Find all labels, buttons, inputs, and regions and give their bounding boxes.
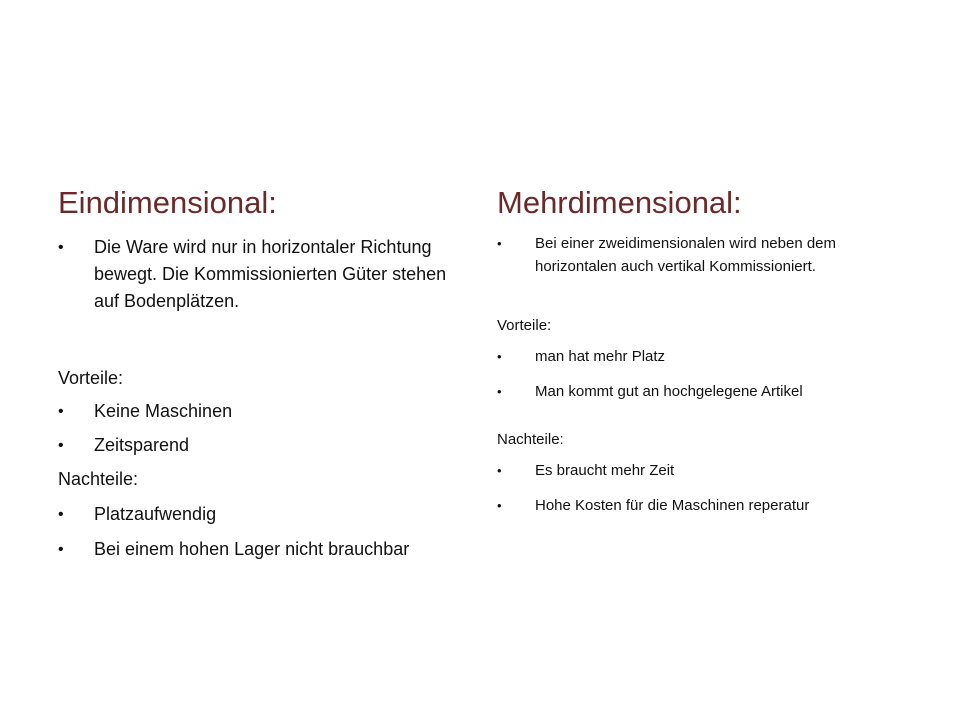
list-item [58, 432, 458, 459]
list-item [497, 459, 917, 482]
list-item [58, 398, 458, 425]
list-item-text: man hat mehr Platz [535, 348, 666, 365]
right-vorteile-list [497, 345, 917, 403]
list-item-text: Es braucht mehr Zeit [535, 462, 675, 479]
left-column [58, 186, 458, 571]
list-item [58, 234, 458, 315]
bullet-icon: • [58, 239, 64, 256]
bullet-icon: • [58, 541, 64, 558]
bullet-icon: • [58, 403, 64, 420]
left-vorteile-list [58, 398, 458, 459]
left-heading: Eindimensional: [58, 185, 277, 220]
list-item-text: Bei einer zweidimensionalen wird neben dem horizontalen auch vertikal Kommissioniert. [535, 235, 837, 275]
bullet-icon: • [497, 463, 502, 478]
right-nachteile-list [497, 459, 917, 517]
list-item-text: Bei einem hohen Lager nicht brauchbar [94, 539, 410, 559]
list-item [497, 380, 917, 403]
list-item-text: Hohe Kosten für die Maschinen reperatur [535, 497, 810, 514]
list-item [497, 232, 917, 278]
bullet-icon: • [58, 506, 64, 523]
list-item-text: Zeitsparend [94, 435, 190, 455]
list-item-text: Platzaufwendig [94, 504, 217, 524]
bullet-icon: • [497, 236, 502, 251]
list-item [497, 494, 917, 517]
left-intro-list [58, 234, 458, 315]
bullet-icon: • [497, 349, 502, 364]
list-item [58, 501, 458, 528]
bullet-icon: • [497, 498, 502, 513]
list-item [58, 536, 458, 563]
list-item [497, 345, 917, 368]
bullet-icon: • [497, 384, 502, 399]
list-item-text: Die Ware wird nur in horizontaler Richtung bewegt. Die Kommissionierten Güter stehen auf Bodenplätzen. [94, 237, 447, 311]
right-heading: Mehrdimensional: [497, 185, 742, 220]
right-vorteile-label: Vorteile: [497, 317, 552, 334]
right-nachteile-label: Nachteile: [497, 431, 564, 448]
right-intro-list [497, 232, 917, 278]
left-nachteile-label: Nachteile: [58, 469, 139, 489]
list-item-text: Keine Maschinen [94, 401, 233, 421]
left-nachteile-list [58, 501, 458, 563]
list-item-text: Man kommt gut an hochgelegene Artikel [535, 383, 803, 400]
bullet-icon: • [58, 437, 64, 454]
left-vorteile-label: Vorteile: [58, 368, 124, 388]
right-column [497, 186, 917, 529]
